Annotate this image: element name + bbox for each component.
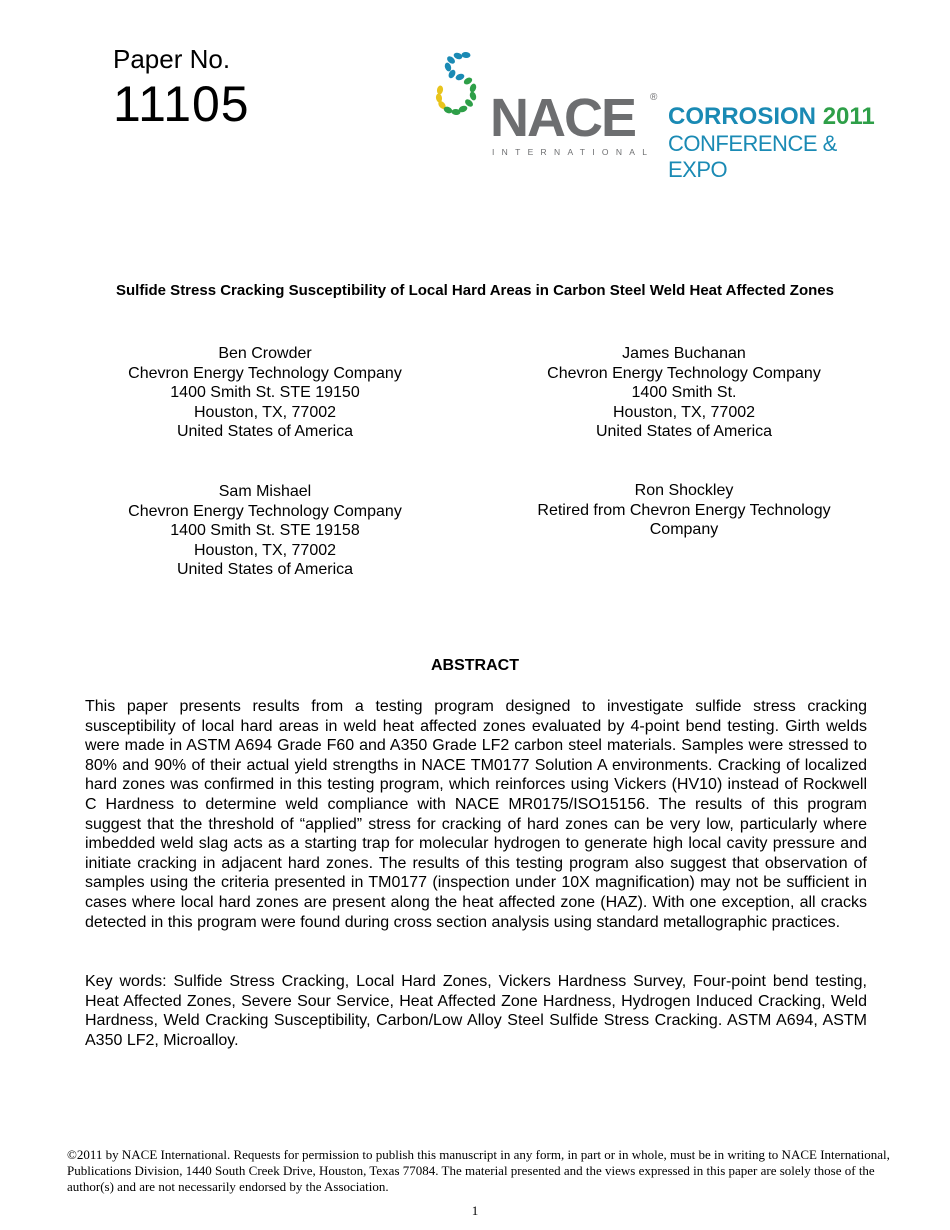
author-affiliation: Chevron Energy Technology Company: [128, 502, 402, 520]
nace-international-label: INTERNATIONAL: [492, 147, 655, 157]
nace-wordmark: NACE: [490, 88, 636, 148]
author-country: United States of America: [176, 423, 354, 441]
abstract-body: This paper presents results from a testing program designed to investigate sulfide stress cracking susceptibility of local hard areas in weld heat affected zones evaluated by 4-point bend testing. Girth welds were made in ASTM A694 Grade F60 and A350 Grade LF2 carbon steel materials. Samples were stressed to 80% and 90% of their actual yield strengths in NACE TM0177 Solution A environments. Cracking of localized hard zones was confirmed in this testing program, which reinforces using Vickers (HV10) instead of Rockwell C Hardness to determine weld compliance with NACE MR0175/ISO15156. The results of this program suggest that the threshold of “applied” stress for cracking of hard zones can be very low, particularly where imbedded weld slag acts as a starting trap for molecular hydrogen to generate high local cavity pressure and initiate cracking in adjacent hard zones. The results of this testing program also suggest that observation of samples using the criteria presented in TM0177 (inspection under 10X magnification) may not be sufficient in cases where local hard zones are present along the heat affected zone (HAZ). With one exception, all cracks detected in this program were found during cross section analysis using standard metallographic practices.: [85, 698, 867, 931]
author-affiliation: Chevron Energy Technology Company: [128, 364, 402, 382]
abstract-heading: ABSTRACT: [431, 657, 519, 674]
author-block: [514, 344, 854, 442]
corrosion-event-title: [668, 103, 875, 131]
conference-expo-label: CONFERENCE & EXPO: [668, 131, 837, 182]
author-affiliation-cont: Company: [649, 521, 719, 539]
author-city: Houston, TX, 77002: [612, 403, 756, 421]
author-block: [95, 344, 435, 442]
author-name: Ben Crowder: [218, 345, 312, 362]
author-address: 1400 Smith St. STE 19158: [170, 522, 360, 540]
corrosion-word: CORROSION: [668, 103, 817, 130]
nace-corrosion-logo: [428, 50, 898, 182]
author-country: United States of America: [176, 561, 354, 579]
paper-title: Sulfide Stress Cracking Susceptibility of Local Hard Areas in Carbon Steel Weld Heat Affected Zones: [116, 282, 834, 299]
author-affiliation: Retired from Chevron Energy Technology: [537, 501, 831, 519]
page-number: 1: [471, 1203, 479, 1218]
author-address: 1400 Smith St. STE 19150: [170, 384, 360, 402]
author-affiliation: Chevron Energy Technology Company: [547, 364, 821, 382]
nace-swirl-icon: [428, 50, 498, 120]
event-year: 2011: [822, 103, 875, 130]
author-name: James Buchanan: [622, 345, 746, 362]
paper-number: 11105: [113, 76, 250, 132]
author-name: Sam Mishael: [218, 483, 312, 500]
author-city: Houston, TX, 77002: [193, 541, 337, 559]
keywords-paragraph: Key words: Sulfide Stress Cracking, Local Hard Zones, Vickers Hardness Survey, Four-point bend testing, Heat Affected Zones, Severe Sour Service, Heat Affected Zone Hardness, Hydrogen Induced Cracking, Weld Hardness, Weld Cracking Susceptibility, Carbon/Low Alloy Steel Sulfide Stress Cracking. ASTM A694, ASTM A350 LF2, Microalloy.: [85, 973, 867, 1049]
author-name: Ron Shockley: [634, 482, 734, 499]
author-city: Houston, TX, 77002: [193, 403, 337, 421]
author-country: United States of America: [595, 423, 773, 441]
author-block: [95, 482, 435, 580]
author-address: 1400 Smith St.: [631, 384, 737, 402]
registered-mark: ®: [650, 92, 658, 103]
paper-number-label: Paper No.: [113, 44, 231, 74]
copyright-footer: ©2011 by NACE International. Requests for permission to publish this manuscript in any form, in part or in whole, must be in writing to NACE International, Publications Division, 1440 South Creek Drive, Houston, Texas 77084. The material presented and the views expressed in this paper are solely those of the author(s) and are not necessarily endorsed by the Association.: [67, 1147, 890, 1194]
author-block: [514, 481, 854, 540]
